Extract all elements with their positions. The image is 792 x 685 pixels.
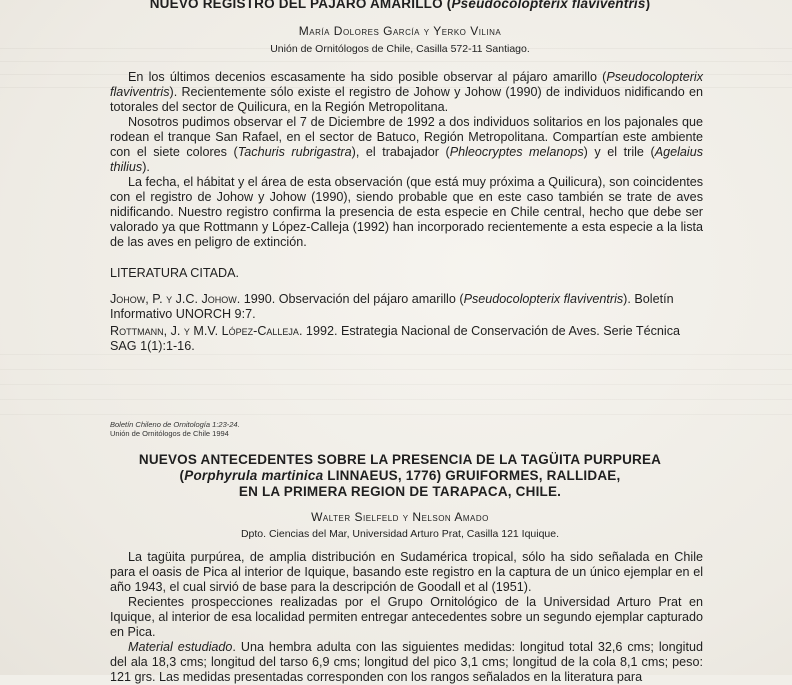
italic-text-run: Pseudocolopterix flaviventris: [463, 292, 624, 306]
article2-authors: Walter Sielfeld y Nelson Amado: [311, 510, 489, 524]
article2-title-species: Porphyrula martinica: [184, 468, 324, 483]
article1-title-species: Pseudocolopterix flaviventris: [451, 0, 646, 11]
italic-text-run: Pseudocolopterix flaviventris: [110, 70, 703, 99]
article1-paragraph-1: [110, 70, 703, 115]
article2-paragraph-1: [110, 550, 703, 595]
text-run: Recientes prospecciones realizadas por el Grupo Ornitológico de la Universidad Arturo Prat en Iquique, al interior de esa localidad permiten entregar antecedentes sobre un segundo ejemplar capturado en Pica.: [110, 595, 703, 639]
article2-affiliation: Dpto. Ciencias del Mar, Universidad Arturo Prat, Casilla 121 Iquique.: [240, 528, 560, 540]
text-run: ). Recientemente sólo existe el registro de Johow y Johow (1990) de individuos nidificando en totorales del sector de Quilicura, en la Región Metropolitana.: [110, 85, 703, 114]
article2-title-line3: EN LA PRIMERA REGION DE TARAPACA, CHILE.: [238, 484, 562, 499]
text-run: La tagüita purpúrea, de amplia distribución en Sudamérica tropical, sólo ha sido señalada en Chile para el oasis de Pica al interior de Iquique, basando este registro en la captura de un único ejemplar en el año 1943, el cual sirvió de base para la descripción de Goodall et al (1951).: [110, 550, 703, 594]
text-run: ) y el trile (: [583, 145, 655, 159]
text-run: . Una hembra adulta con las siguientes medidas: longitud total 32,6 cms; longitud del ala 18,3 cms; longitud del tarso 6,9 cms; longitud del pico 3,1 cms; longitud de la cola 8,1 cms; peso: 121 grs. Las medidas presentadas corresponden con los rangos señalados en la literatura para: [110, 640, 703, 684]
italic-text-run: Phleocryptes melanops: [449, 145, 584, 159]
reference-2: [110, 324, 703, 354]
author-name-run: Johow, P. y J.C. Johow: [110, 292, 237, 306]
text-run: ), el trabajador (: [351, 145, 450, 159]
author-name-run: Rottmann, J. y M.V. López-Calleja: [110, 324, 299, 338]
article2-paragraph-3: [110, 640, 703, 685]
article2-title-line1: NUEVOS ANTECEDENTES SOBRE LA PRESENCIA DE LA TAGÜITA PURPUREA: [138, 452, 662, 467]
text-run: . 1990. Observación del pájaro amarillo (: [236, 292, 464, 306]
journal-citation: [110, 420, 240, 438]
article2-paragraph-2: [110, 595, 703, 640]
citation-journal: Boletín Chileno de Ornitología 1:23-24.: [110, 420, 240, 429]
italic-text-run: Tachuris rubrigastra: [237, 145, 352, 159]
italic-text-run: Agelaius thilius: [110, 145, 703, 174]
article1-paragraph-2: [110, 115, 703, 175]
article2-title-taxonomy: LINNAEUS, 1776) GRUIFORMES, RALLIDAE,: [323, 468, 621, 483]
article2-body: [110, 550, 703, 685]
article1-affiliation: Unión de Ornitólogos de Chile, Casilla 572-11 Santiago.: [270, 43, 530, 55]
article1-paragraph-3: [110, 175, 703, 250]
article1-title: [60, 0, 740, 11]
text-run: Nosotros pudimos observar el 7 de Diciembre de 1992 a dos individuos solitarios en los pajonales que rodean el tranque San Rafael, en el sector de Batuco, Región Metropolitana. Compartían este ambiente con el siete colores (: [110, 115, 703, 159]
reference-1: [110, 292, 703, 322]
literature-heading: LITERATURA CITADA.: [110, 266, 239, 280]
literature-list: [110, 292, 703, 354]
citation-publisher: Unión de Ornitólogos de Chile 1994: [110, 429, 229, 438]
text-run: ).: [142, 160, 150, 174]
italic-text-run: Material estudiado: [128, 640, 233, 654]
article2-title: [60, 452, 740, 500]
article1-authors: María Dolores García y Yerko Vilina: [298, 24, 502, 38]
text-run: La fecha, el hábitat y el área de esta observación (que está muy próxima a Quilicura), son coincidentes con el registro de Johow y Johow (1990), siendo probable que en este caso también se trate de aves nidificando. Nuestro registro confirma la presencia de esta especie en Chile central, hecho que debe ser valorado ya que Rottmann y López-Calleja (1992) han incorporado recientemente a esta especie a la lista de las aves en peligro de extinción.: [110, 175, 703, 249]
article1-title-text: NUEVO REGISTRO DEL PAJARO AMARILLO (: [149, 0, 452, 11]
text-run: ). Boletín Informativo UNORCH 9:7.: [110, 292, 674, 321]
text-run: . 1992. Estrategia Nacional de Conservación de Aves. Serie Técnica SAG 1(1):1-16.: [110, 324, 681, 353]
article1-title-close: ): [645, 0, 651, 11]
article1-body: [110, 70, 703, 250]
article2-title-line2: (Porphyrula martinica LINNAEUS, 1776) GRUIFORMES, RALLIDAE,: [179, 468, 621, 483]
text-run: En los últimos decenios escasamente ha sido posible observar al pájaro amarillo (: [128, 70, 607, 84]
